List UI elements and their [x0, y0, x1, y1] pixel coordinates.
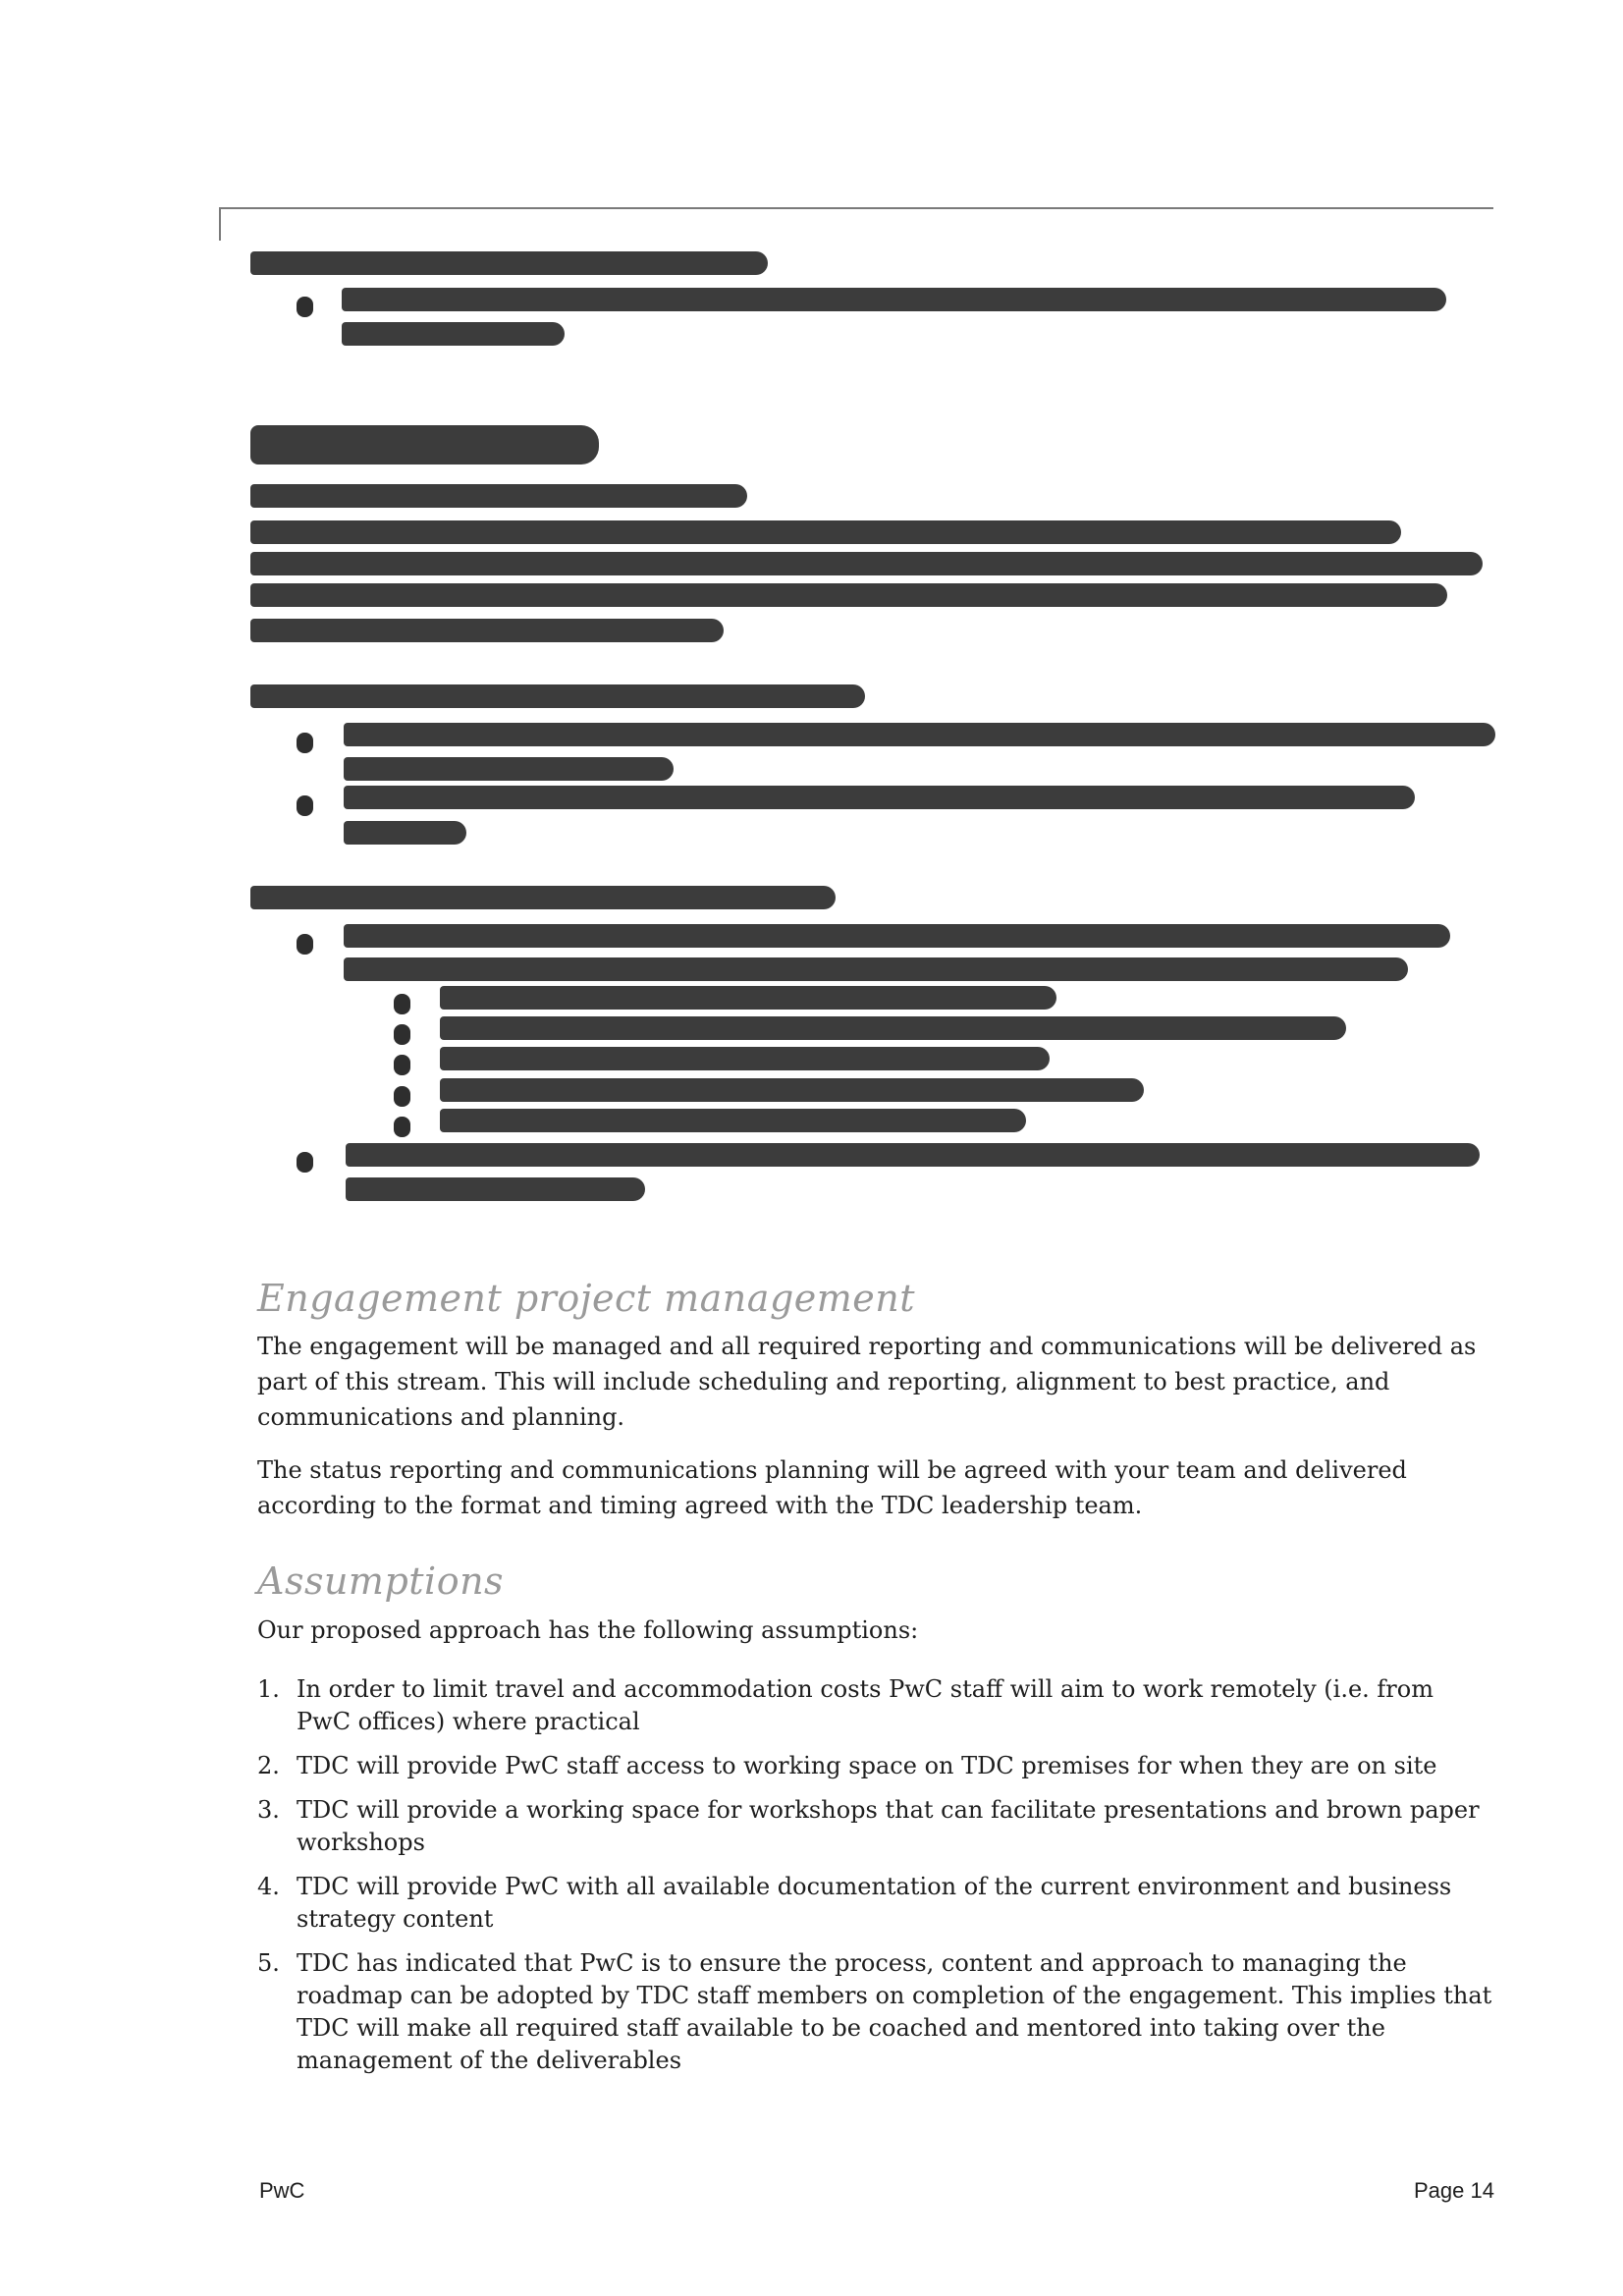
- redaction-bar: [250, 583, 1447, 607]
- list-item-number: 1.: [257, 1675, 280, 1703]
- redaction-bar: [250, 886, 836, 909]
- assumptions-heading: Assumptions: [257, 1559, 505, 1603]
- redaction-bar: [342, 288, 1446, 311]
- redaction-bullet: [394, 1024, 410, 1045]
- redaction-bar: [344, 786, 1415, 809]
- redaction-bar: [250, 484, 747, 508]
- page-number: Page 14: [1414, 2178, 1494, 2203]
- header-rule: [219, 207, 1493, 209]
- redaction-bar: [250, 425, 599, 465]
- redaction-bar: [250, 552, 1483, 575]
- redaction-bar: [344, 821, 466, 845]
- assumptions-list: [257, 1673, 1494, 2089]
- redaction-bar: [342, 322, 565, 346]
- redaction-bar: [250, 619, 724, 642]
- redaction-bullet: [297, 1152, 313, 1173]
- redaction-bar: [344, 723, 1495, 746]
- redaction-bar: [440, 1078, 1144, 1102]
- redaction-bar: [344, 957, 1408, 981]
- list-item-text: TDC will provide PwC with all available documentation of the current environment and business strategy content: [297, 1873, 1452, 1933]
- list-item-number: 5.: [257, 1949, 280, 1977]
- redaction-bullet: [394, 1117, 410, 1137]
- list-item-number: 3.: [257, 1796, 280, 1824]
- redaction-bar: [250, 520, 1401, 544]
- list-item: [257, 1794, 1494, 1859]
- list-item-text: TDC will provide a working space for workshops that can facilitate presentations and brown paper workshops: [297, 1796, 1480, 1856]
- list-item-text: TDC will provide PwC staff access to working space on TDC premises for when they are on site: [297, 1752, 1437, 1779]
- redaction-bar: [440, 1016, 1346, 1040]
- list-item: [257, 1673, 1494, 1738]
- engagement-heading: Engagement project management: [257, 1277, 916, 1320]
- list-item: [257, 1947, 1494, 2077]
- redaction-bullet: [297, 297, 313, 317]
- redaction-bar: [250, 684, 865, 708]
- footer-company: PwC: [259, 2178, 305, 2203]
- engagement-paragraph-2: The status reporting and communications planning will be agreed with your team and delivered according to the format and timing agreed with the TDC leadership team.: [257, 1456, 1407, 1519]
- redaction-bullet: [297, 733, 313, 753]
- redaction-bar: [440, 986, 1056, 1010]
- redaction-bar: [440, 1047, 1050, 1070]
- redaction-bar: [440, 1109, 1026, 1132]
- assumptions-intro: Our proposed approach has the following assumptions:: [257, 1616, 919, 1644]
- list-item-number: 2.: [257, 1752, 280, 1779]
- redaction-bar: [346, 1143, 1480, 1167]
- list-item: [257, 1871, 1494, 1936]
- redaction-bar: [250, 251, 768, 275]
- redaction-bullet: [297, 795, 313, 816]
- redaction-bullet: [297, 934, 313, 955]
- redaction-bullet: [394, 1086, 410, 1107]
- list-item-text: TDC has indicated that PwC is to ensure the process, content and approach to managing the roadmap can be adopted by TDC staff members on completion of the engagement. This implies that TDC will make all required staff available to be coached and mentored into taking over the management of the deliverables: [297, 1949, 1492, 2074]
- list-item-text: In order to limit travel and accommodation costs PwC staff will aim to work remotely (i.e. from PwC offices) where practical: [297, 1675, 1434, 1735]
- header-rule-tick: [219, 207, 221, 241]
- redaction-bar: [344, 757, 674, 781]
- list-item: [257, 1750, 1494, 1782]
- redaction-bullet: [394, 1055, 410, 1075]
- redaction-bar: [346, 1177, 645, 1201]
- redaction-bar: [344, 924, 1450, 948]
- redaction-bullet: [394, 994, 410, 1014]
- engagement-paragraph-1: The engagement will be managed and all required reporting and communications will be delivered as part of this stream. This will include scheduling and reporting, alignment to best practice, and communications and planning.: [257, 1333, 1477, 1431]
- list-item-number: 4.: [257, 1873, 280, 1900]
